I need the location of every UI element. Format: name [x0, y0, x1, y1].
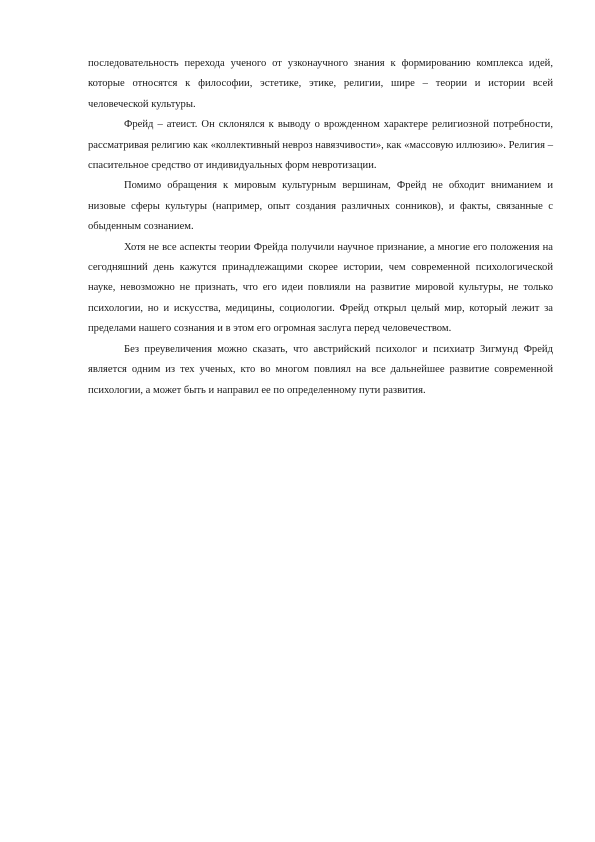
document-body — [88, 54, 553, 401]
paragraph-theory-recognition: Хотя не все аспекты теории Фрейда получили научное признание, а многие его положения на сегодняшний день кажутся принадлежащими скорее истории, чем современной психологической науке, невозможно не признать, что его идеи повлияли на развитие мировой культуры, не только психологии, но и искусства, медицины, социологии. Фрейд открыл целый мир, который лежит за пределами нашего сознания и в этом его огромная заслуга перед человечеством. — [88, 241, 553, 335]
paragraph-conclusion: Без преувеличения можно сказать, что австрийский психолог и психиатр Зигмунд Фрейд является одним из тех ученых, кто во многом повлиял на все дальнейшее развитие современной психологии, а может быть и направил ее по определенному пути развития. — [88, 343, 553, 396]
paragraph-continuation: последовательность перехода ученого от узконаучного знания к формированию комплекса идей, которые относятся к философии, эстетике, этике, религии, шире – теории и истории всей человеческой культуры. — [88, 58, 553, 110]
paragraph-freud-atheist: Фрейд – атеист. Он склонялся к выводу о врожденном характере религиозной потребности, рассматривая религию как «коллективный невроз навязчивости», как «массовую иллюзию». Религия – спасительное средство от индивидуальных форм невротизации. — [88, 119, 553, 172]
paragraph-lower-culture: Помимо обращения к мировым культурным вершинам, Фрейд не обходит вниманием и низовые сферы культуры (например, опыт создания различных сонников), и факты, связанные с обыденным сознанием. — [88, 180, 553, 233]
